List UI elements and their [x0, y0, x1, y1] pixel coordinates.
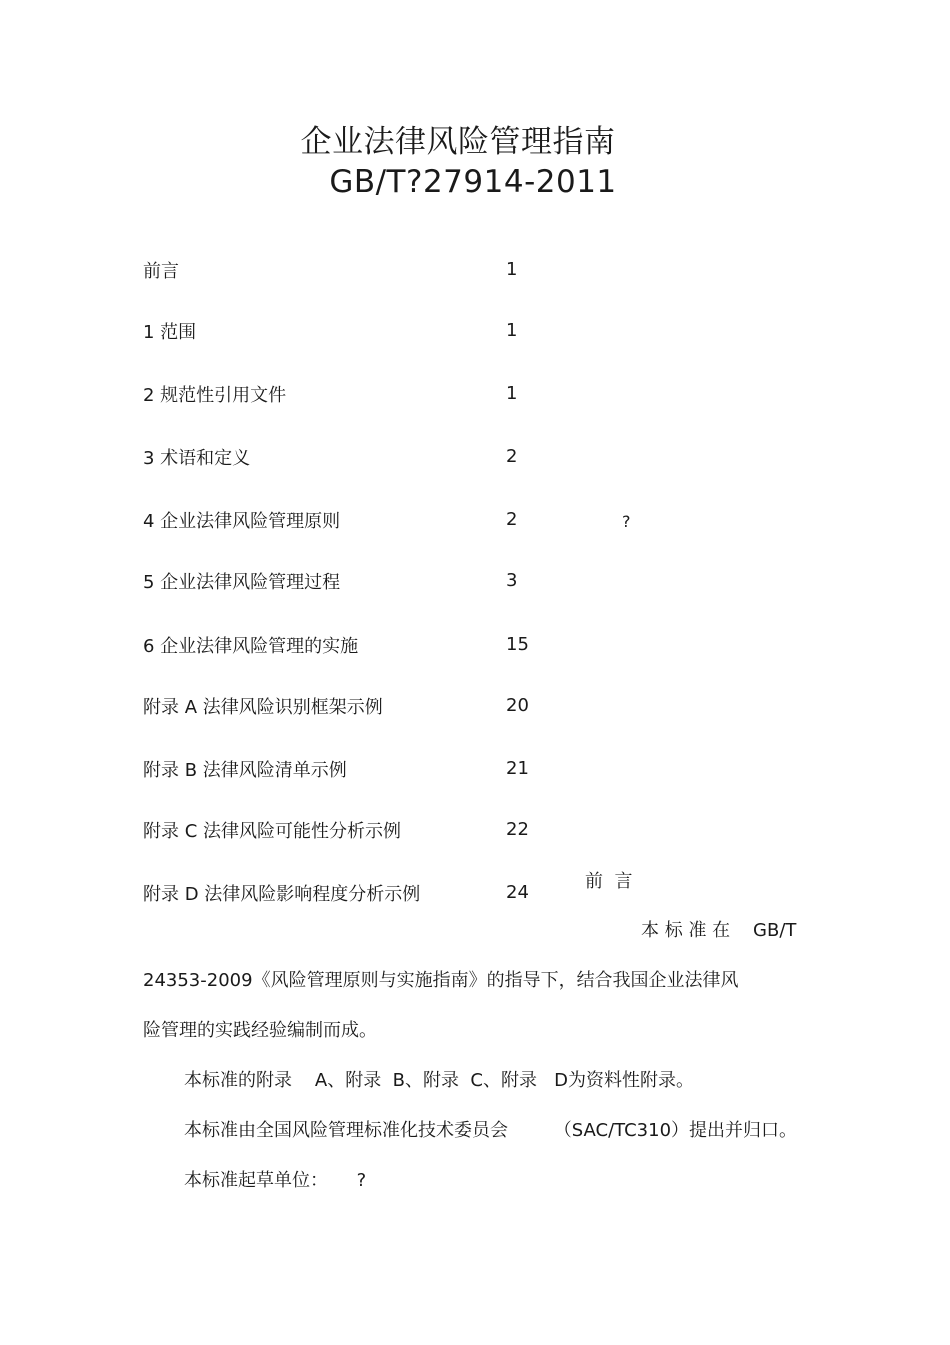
document-code: GB/T?27914-2011: [329, 164, 617, 200]
foreword-heading: 前 言: [585, 871, 633, 892]
toc-entry-page: 2: [506, 446, 518, 467]
toc-entry-page: 1: [506, 259, 518, 280]
toc-entry-page: 2: [506, 509, 518, 530]
stray-question-mark: ?: [622, 512, 631, 531]
toc-entry-page: 24: [506, 882, 529, 903]
toc-entry-label[interactable]: 3 术语和定义: [143, 448, 251, 469]
toc-entry-page: 15: [506, 634, 529, 655]
toc-entry-label[interactable]: 附录 A 法律风险识别框架示例: [143, 697, 383, 718]
toc-entry-label[interactable]: 前言: [143, 261, 179, 282]
toc-entry-page: 20: [506, 695, 529, 716]
toc-entry-label[interactable]: 5 企业法律风险管理过程: [143, 572, 341, 593]
toc-entry-label[interactable]: 4 企业法律风险管理原则: [143, 511, 341, 532]
foreword-paragraph-1-line-2: 24353-2009《风险管理原则与实施指南》的指导下，结合我国企业法律风: [143, 970, 739, 991]
toc-entry-label[interactable]: 附录 C 法律风险可能性分析示例: [143, 821, 402, 842]
toc-entry-page: 21: [506, 758, 529, 779]
toc-entry-label[interactable]: 附录 B 法律风险清单示例: [143, 760, 347, 781]
foreword-paragraph-1-start: 本 标 准 在 GB/T: [641, 920, 797, 941]
toc-entry-label[interactable]: 附录 D 法律风险影响程度分析示例: [143, 884, 421, 905]
toc-entry-label[interactable]: 1 范围: [143, 322, 197, 343]
foreword-paragraph-3: 本标准由全国风险管理标准化技术委员会 （SAC/TC310）提出并归口。: [184, 1120, 798, 1141]
toc-entry-label[interactable]: 2 规范性引用文件: [143, 385, 287, 406]
toc-entry-page: 3: [506, 570, 518, 591]
toc-entry-label[interactable]: 6 企业法律风险管理的实施: [143, 636, 359, 657]
foreword-paragraph-4: 本标准起草单位： ?: [184, 1170, 367, 1191]
foreword-paragraph-2: 本标准的附录 A、附录 B、附录 C、附录 D为资料性附录。: [184, 1070, 695, 1091]
toc-entry-page: 1: [506, 383, 518, 404]
document-title: 企业法律风险管理指南: [300, 124, 616, 160]
foreword-paragraph-1-line-3: 险管理的实践经验编制而成。: [143, 1020, 377, 1041]
toc-entry-page: 1: [506, 320, 518, 341]
toc-entry-page: 22: [506, 819, 529, 840]
